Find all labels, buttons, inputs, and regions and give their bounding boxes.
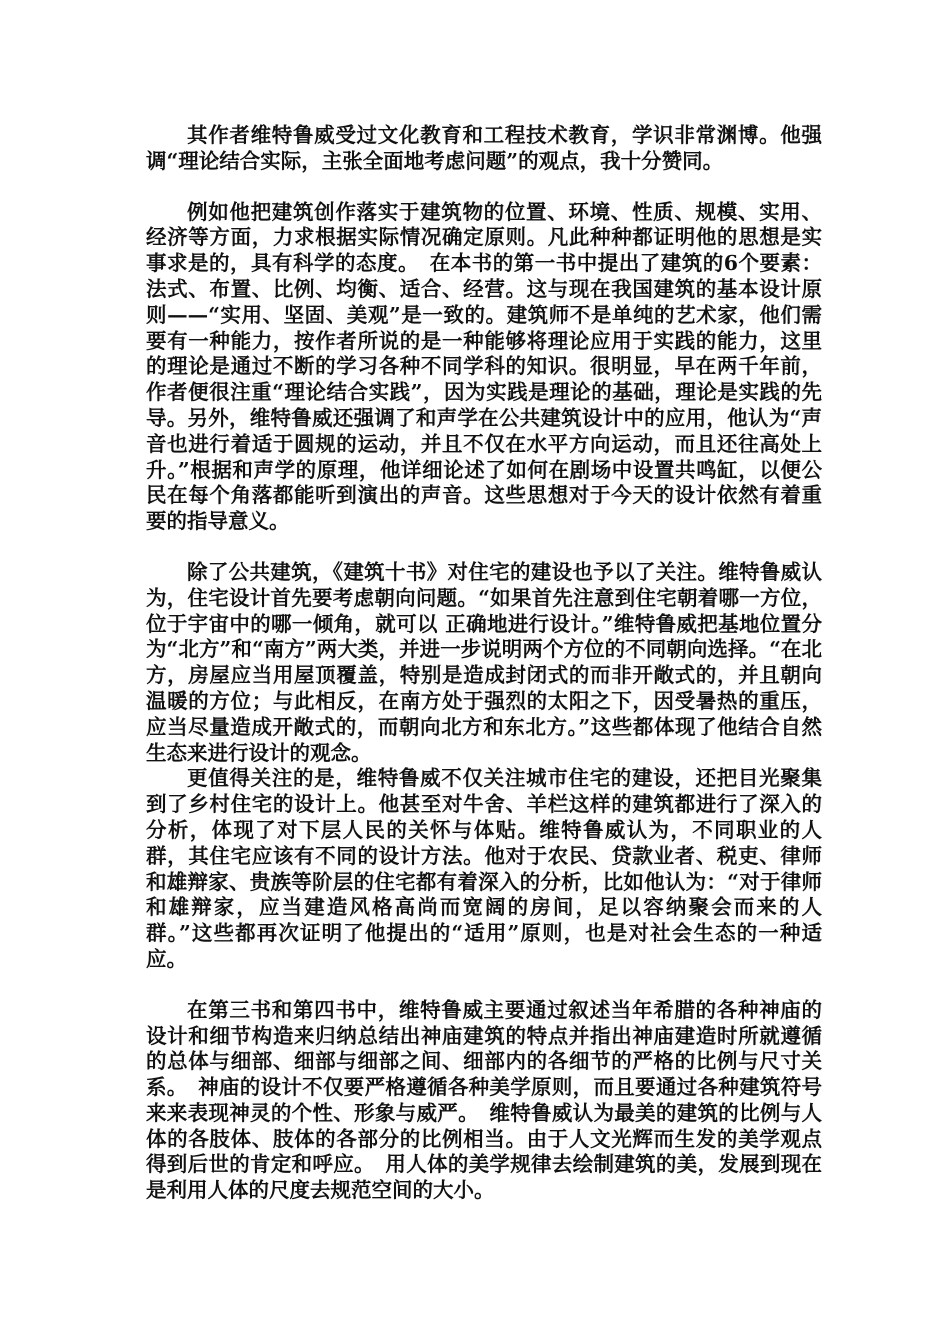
paragraph-4: 更值得关注的是，维特鲁威不仅关注城市住宅的建设，还把目光聚集到了乡村住宅的设计上。他甚至对牛舍、羊栏这样的建筑都进行了深入的分析，体现了对下层人民的关怀与体贴。维特鲁威认为，不同职业的人群，其住宅应该有不同的设计方法。他对于农民、贷款业者、税吏、律师和雄辩家、贵族等阶层的住宅都有着深入的分析，比如他认为：“对于律师和雄辩家，应当建造风格高尚而宽阔的房间，足以容纳聚会而来的人群。”这些都再次证明了他提出的“适用”原则，也是对社会生态的一种适应。	[146, 766, 822, 971]
paragraph-3: 除了公共建筑，《建筑十书》对住宅的建设也予以了关注。维特鲁威认为，住宅设计首先要考虑朝向问题。“如果首先注意到住宅朝着哪一方位，位于宇宙中的哪一倾角，就可以 正确地进行设计。”维特鲁威把基地位置分为“北方”和“南方”两大类，并进一步说明两个方位的不同朝向选择。“在北方，房屋应当用屋顶覆盖，特别是造成封闭式的而非开敞式的，并且朝向温暖的方位；与此相反，在南方处于强烈的太阳之下，因受暑热的重压，应当尽量造成开敞式的，而朝向北方和东北方。”这些都体现了他结合自然生态来进行设计的观念。	[146, 559, 822, 765]
paragraph-5: 在第三书和第四书中，维特鲁威主要通过叙述当年希腊的各种神庙的设计和细节构造来归纳总结出神庙建筑的特点并指出神庙建造时所就遵循的总体与细部、细部与细部之间、细部内的各细节的严格的比例与尺寸关系。 神庙的设计不仅要严格遵循各种美学原则，而且要通过各种建筑符号来来表现神灵的个性、形象与威严。 维特鲁威认为最美的建筑的比例与人体的各肢体、肢体的各部分的比例相当。由于人文光辉而生发的美学观点得到后世的肯定和呼应。 用人体的美学规律去绘制建筑的美，发展到现在是利用人体的尺度去规范空间的大小。	[146, 997, 822, 1203]
document-page	[146, 123, 822, 1204]
paragraph-2: 例如他把建筑创作落实于建筑物的位置、环境、性质、规模、实用、经济等方面，力求根据实际情况确定原则。凡此种种都证明他的思想是实事求是的，具有科学的态度。 在本书的第一书中提出了建筑的6个要素：法式、布置、比例、均衡、适合、经营。这与现在我国建筑的基本设计原则——“实用、坚固、美观”是一致的。建筑师不是单纯的艺术家，他们需要有一种能力，按作者所说的是一种能够将理论应用于实践的能力，这里的理论是通过不断的学习各种不同学科的知识。很明显，早在两千年前，作者便很注重“理论结合实践”，因为实践是理论的基础，理论是实践的先导。另外，维特鲁威还强调了和声学在公共建筑设计中的应用，他认为“声音也进行着适于圆规的运动，并且不仅在水平方向运动，而且还往高处上升。”根据和声学的原理，他详细论述了如何在剧场中设置共鸣缸，以便公民在每个角落都能听到演出的声音。这些思想对于今天的设计依然有着重要的指导意义。	[146, 199, 822, 534]
paragraph-1: 其作者维特鲁威受过文化教育和工程技术教育，学识非常渊博。他强调“理论结合实际，主张全面地考虑问题”的观点，我十分赞同。	[146, 123, 822, 173]
